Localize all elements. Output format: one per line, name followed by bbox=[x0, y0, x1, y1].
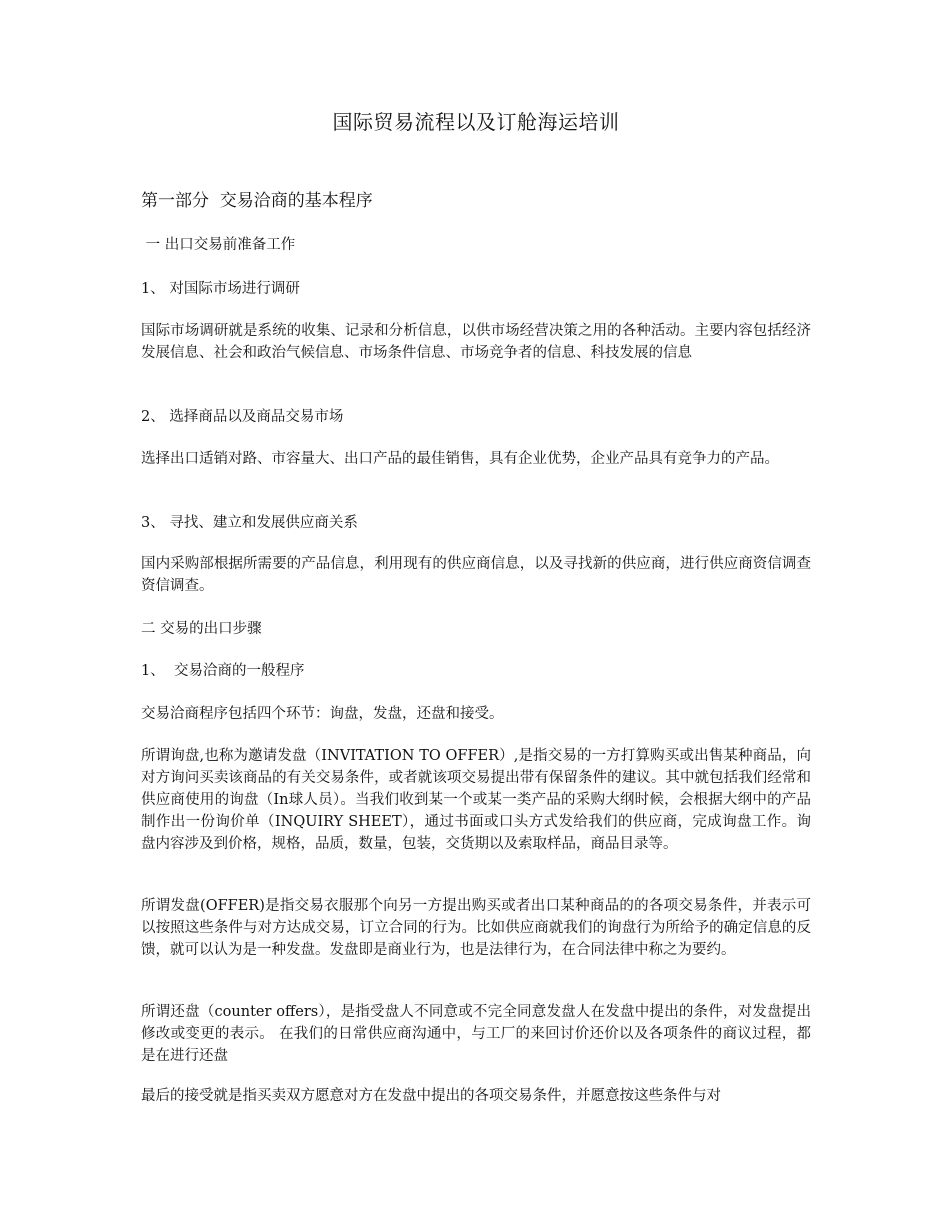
counter-offer-paragraph: 所谓还盘（counter offers），是指受盘人不同意或不完全同意发盘人在发盘中提出的条件，对发盘提出修改或变更的表示。 在我们的日常供应商沟通中，与工厂的来回讨价还价以及各项条件的商议过程，都是在进行还盘 bbox=[141, 1004, 811, 1064]
item-2-heading: 2、 选择商品以及商品交易市场 bbox=[141, 409, 344, 425]
section-2-item-1-heading: 1、 交易洽商的一般程序 bbox=[141, 663, 305, 679]
section-2-heading: 二 交易的出口步骤 bbox=[141, 621, 262, 637]
item-3-heading: 3、 寻找、建立和发展供应商关系 bbox=[141, 515, 358, 531]
section-1-heading: 一 出口交易前准备工作 bbox=[141, 237, 296, 253]
offer-paragraph: 所谓发盘(OFFER)是指交易衣服那个向另一方提出购买或者出口某种商品的的各项交易条件，并表示可以按照这些条件与对方达成交易，订立合同的行为。比如供应商就我们的询盘行为所给予的确定信息的反馈，就可以认为是一种发盘。发盘即是商业行为，也是法律行为，在合同法律中称之为要约。 bbox=[141, 898, 811, 958]
item-2-paragraph: 选择出口适销对路、市容量大、出口产品的最佳销售，具有企业优势，企业产品具有竞争力的产品。 bbox=[141, 451, 779, 467]
section-2-item-1-paragraph: 交易洽商程序包括四个环节：询盘，发盘，还盘和接受。 bbox=[141, 706, 504, 722]
item-1-paragraph: 国际市场调研就是系统的收集、记录和分析信息，以供市场经营决策之用的各种活动。主要内容包括经济发展信息、社会和政治气候信息、市场条件信息、市场竞争者的信息、科技发展的信息 bbox=[141, 323, 811, 361]
acceptance-paragraph: 最后的接受就是指买卖双方愿意对方在发盘中提出的各项交易条件，并愿意按这些条件与对 bbox=[141, 1088, 721, 1104]
inquiry-paragraph: 所谓询盘,也称为邀请发盘（INVITATION TO OFFER）,是指交易的一方打算购买或出售某种商品，向对方询问买卖该商品的有关交易条件，或者就该项交易提出带有保留条件的建议。其中就包括我们经常和供应商使用的询盘（In球人员）。当我们收到某一个或某一类产品的采购大纲时候，会根据大纲中的产品制作出一份询价单（INQUIRY SHEET），通过书面或口头方式发给我们的供应商，完成询盘工作。询盘内容涉及到价格，规格，品质，数量，包装，交货期以及索取样品，商品目录等。 bbox=[141, 748, 811, 852]
document-title: 国际贸易流程以及订舱海运培训 bbox=[332, 110, 620, 134]
item-1-heading: 1、 对国际市场进行调研 bbox=[141, 281, 300, 297]
part-heading: 第一部分 交易洽商的基本程序 bbox=[141, 191, 373, 211]
item-3-paragraph: 国内采购部根据所需要的产品信息，利用现有的供应商信息，以及寻找新的供应商，进行供应商资信调查资信调查。 bbox=[141, 556, 811, 594]
